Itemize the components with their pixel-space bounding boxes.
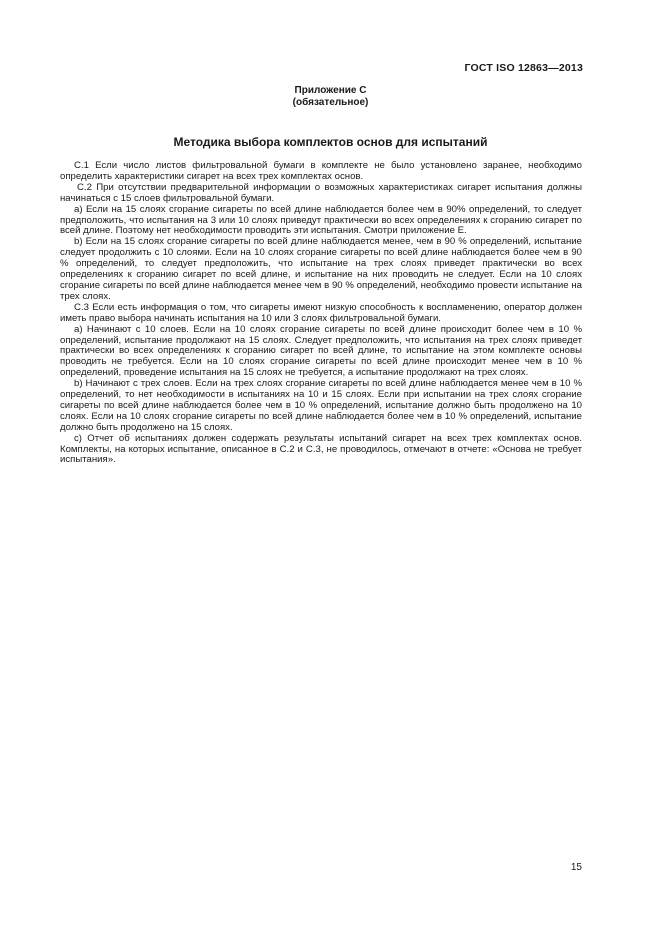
paragraph-c3-b: b) Начинают с трех слоев. Если на трех слоях сгорание сигареты по всей длине наблюдается менее чем в 10 % определений, то нет необходимости в испытаниях на 10 и 15 слоях. Если при испытании на трех слоях сгорание сигареты по всей длине наблюдается более чем в 10 % определений, испытание должно быть продолжено на 10 слоях. Если на 10 слоях сгорание сигареты по всей длине наблюдается более чем в 10 % определений, испытание должно быть продолжено на 15 слоях. [60, 378, 582, 433]
standard-code: ГОСТ ISO 12863—2013 [464, 62, 583, 74]
section-title: Методика выбора комплектов основ для испытаний [173, 135, 488, 149]
paragraph-c2: С.2 При отсутствии предварительной информации о возможных характеристиках сигарет испытания должны начинаться с 15 слоев фильтровальной бумаги. [60, 181, 582, 204]
annex-status: (обязательное) [292, 97, 369, 108]
paragraph-c2-a: а) Если на 15 слоях сгорание сигареты по всей длине наблюдается более чем в 90% определений, то следует предположить, что испытания на 3 или 10 слоях приведут практически во всех определениях к сгоранию сигарет по всей длине. Поэтому нет необходимости проводить эти испытания. Смотри приложение Е. [60, 203, 582, 237]
annex-label: Приложение С [294, 85, 367, 96]
paragraph-c1: С.1 Если число листов фильтровальной бумаги в комплекте не было установлено заранее, необходимо определить характеристики сигарет на всех трех комплектах основ. [60, 160, 582, 182]
paragraph-c3-a: а) Начинают с 10 слоев. Если на 10 слоях сгорание сигареты по всей длине происходит более чем в 10 % определений, испытание продолжают на 15 слоях. Следует предположить, что испытания на трех слоях приведет практически во всех определениях к сгоранию сигарет по всей длине, то испытание на этом комплекте основы проводить не требуется. Если на 10 слоях сгорание сигареты по всей длине происходит менее чем в 10 % определений, проведение испытания на 15 слоях не требуется, а испытание продолжают на трех слоях. [60, 323, 582, 379]
annex-heading [0, 85, 661, 109]
paragraph-c3: С.3 Если есть информация о том, что сигареты имеют низкую способность к воспламенению, оператор должен иметь право выбора начинать испытания на 10 или 3 слоях фильтровальной бумаги. [60, 301, 582, 324]
body-text [60, 161, 582, 466]
page-number: 15 [570, 862, 582, 873]
paragraph-c3-c: с) Отчет об испытаниях должен содержать результаты испытаний сигарет на всех трех комплектах основ. Комплекты, на которых испытание, описанное в С.2 и С.3, не проводилось, отмечают в отчете: «Основа не требует испытания». [60, 432, 582, 466]
paragraph-c2-b: b) Если на 15 слоях сгорание сигареты по всей длине наблюдается менее, чем в 90 % определений, испытание следует продолжить с 10 слоями. Если на 10 слоях сгорание сигареты по всей длине наблюдается более чем в 90 % определений, то следует предположить, что испытание на трех слоях приведет практически во всех определениях к сгоранию сигарет по всей длине, и испытание на них проводить не следует. Если на 10 слоях сгорание сигареты по всей длине наблюдается менее чем в 90 % определений, необходимо провести испытание на трех слоях. [60, 236, 582, 302]
